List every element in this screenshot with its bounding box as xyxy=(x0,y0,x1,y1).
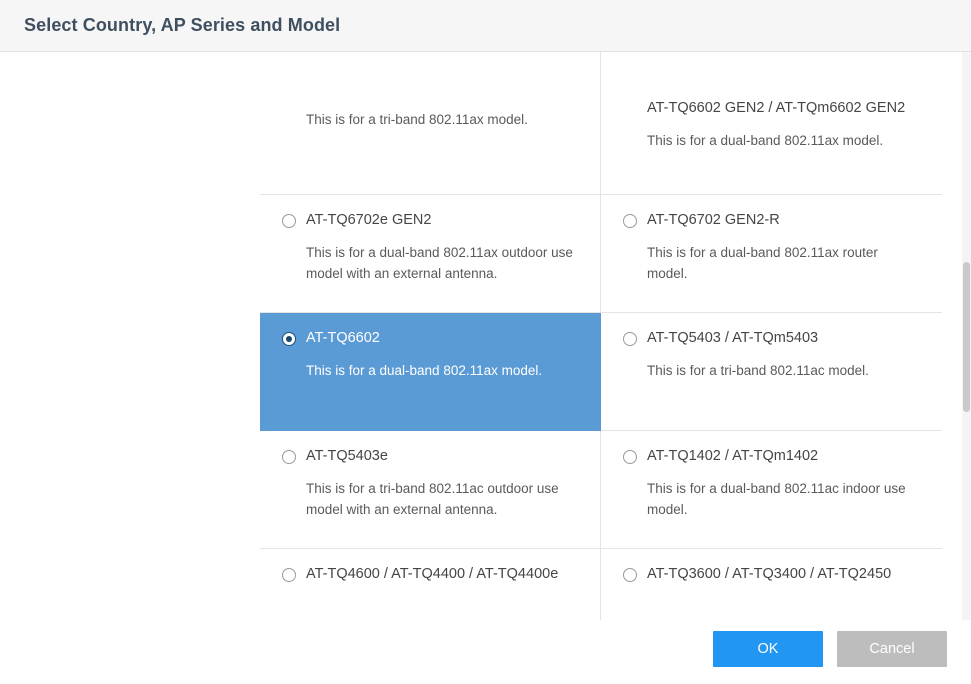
radio-button-icon[interactable] xyxy=(623,450,637,464)
model-list xyxy=(260,52,943,667)
radio-button-icon[interactable] xyxy=(623,214,637,228)
list-item[interactable] xyxy=(601,431,942,549)
list-item-label: AT-TQ4600 / AT-TQ4400 / AT-TQ4400e xyxy=(306,566,559,582)
radio-button-icon[interactable] xyxy=(623,568,637,582)
radio-button-icon[interactable] xyxy=(282,568,296,582)
page-title: Select Country, AP Series and Model xyxy=(24,15,341,35)
ok-button[interactable]: OK xyxy=(713,631,823,667)
list-item-label: AT-TQ1402 / AT-TQm1402 xyxy=(647,448,819,464)
list-item-description: This is for a dual-band 802.11ac indoor use model. xyxy=(647,481,906,517)
list-item-description: This is for a dual-band 802.11ax model. xyxy=(647,133,884,148)
list-item-label: AT-TQ6602 xyxy=(306,330,380,346)
radio-button-icon[interactable] xyxy=(623,332,637,346)
list-item-option[interactable] xyxy=(282,447,578,465)
list-item[interactable] xyxy=(260,195,601,313)
dialog-footer xyxy=(713,631,947,667)
list-item-label: AT-TQ5403e xyxy=(306,448,388,464)
list-item[interactable] xyxy=(601,195,942,313)
dialog-header xyxy=(0,0,971,52)
cancel-button[interactable]: Cancel xyxy=(837,631,947,667)
list-item-option[interactable] xyxy=(623,565,920,583)
list-item-description: This is for a tri-band 802.11ac outdoor use model with an external antenna. xyxy=(306,481,559,517)
list-item[interactable] xyxy=(260,431,601,549)
list-item-label: AT-TQ5403 / AT-TQm5403 xyxy=(647,330,819,346)
list-item-option[interactable] xyxy=(282,329,578,347)
list-item-label: AT-TQ6602 GEN2 / AT-TQm6602 GEN2 xyxy=(647,100,906,116)
radio-button-icon[interactable] xyxy=(282,450,296,464)
list-item-description: This is for a tri-band 802.11ax model. xyxy=(306,112,528,127)
list-item-label: AT-TQ6702 GEN2-R xyxy=(647,212,780,228)
dialog-body xyxy=(0,52,971,684)
list-item-option[interactable] xyxy=(282,211,578,229)
left-pane xyxy=(0,52,260,684)
list-item-option[interactable] xyxy=(282,565,578,583)
radio-button-icon[interactable] xyxy=(282,214,296,228)
list-item-description: This is for a dual-band 802.11ax router model. xyxy=(647,245,878,281)
list-item-description: This is for a dual-band 802.11ax outdoor use model with an external antenna. xyxy=(306,245,573,281)
scrollbar-thumb[interactable] xyxy=(963,262,970,412)
list-item-option[interactable] xyxy=(623,447,920,465)
list-item-option[interactable] xyxy=(623,329,920,347)
radio-button-icon[interactable] xyxy=(282,332,296,346)
scrollbar-track[interactable] xyxy=(962,52,971,684)
list-item[interactable] xyxy=(601,313,942,431)
list-item-label: AT-TQ3600 / AT-TQ3400 / AT-TQ2450 xyxy=(647,566,892,582)
list-item-description: This is for a dual-band 802.11ax model. xyxy=(306,363,543,378)
list-item-selected[interactable] xyxy=(260,313,601,431)
list-item[interactable] xyxy=(601,52,942,195)
list-item-option[interactable] xyxy=(623,211,920,229)
list-item-option[interactable] xyxy=(623,52,920,117)
list-item[interactable] xyxy=(260,52,601,195)
list-item-description: This is for a tri-band 802.11ac model. xyxy=(647,363,869,378)
list-item-label: AT-TQ6702e GEN2 xyxy=(306,212,432,228)
